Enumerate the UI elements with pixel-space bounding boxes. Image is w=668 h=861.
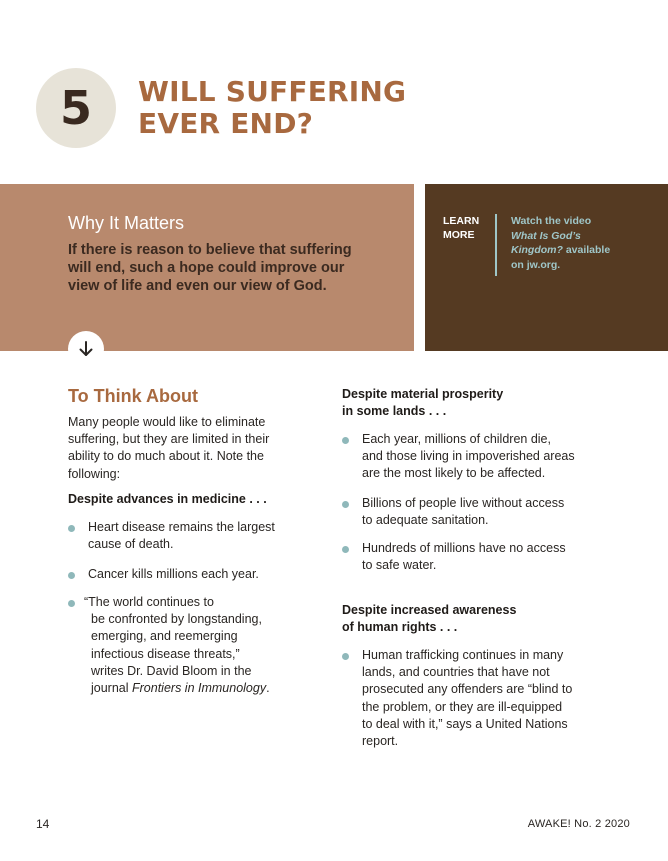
list-item-line: are the most likely to be affected. [362, 466, 546, 481]
arrow-down-icon [79, 341, 93, 357]
list-item-line: lands, and countries that have not [362, 665, 550, 680]
list-item-line: prosecuted any offenders are “blind to [362, 682, 573, 697]
medicine-subheading: Despite advances in medicine . . . [68, 492, 267, 506]
why-it-matters-heading: Why It Matters [68, 213, 185, 233]
intro-paragraph [68, 414, 269, 483]
learn-more-line [511, 243, 610, 258]
list-item-text [362, 431, 575, 483]
learn-more-divider [495, 214, 497, 276]
bullet-dot [68, 600, 75, 607]
prosperity-subheading [342, 386, 503, 420]
list-item-line: Cancer kills millions each year. [88, 567, 259, 581]
bullet-dot [68, 572, 75, 579]
bullet-dot [68, 525, 75, 532]
page-title [138, 76, 438, 140]
list-item-line: to safe water. [362, 558, 437, 573]
subheading-line: Despite material prosperity [342, 387, 504, 401]
list-item-line [91, 680, 270, 697]
bullet-dot [342, 437, 349, 444]
list-item-line: infectious disease threats,” [91, 646, 240, 661]
learn-more-suffix: available [562, 244, 611, 256]
arrow-down-badge [68, 331, 104, 367]
list-item-text [88, 519, 275, 553]
intro-line: ability to do much about it. Note the [68, 449, 264, 464]
intro-line: suffering, but they are limited in their [68, 432, 270, 447]
subheading-line: Despite increased awareness [342, 603, 517, 617]
learn-more-text [511, 214, 610, 272]
intro-line: Many people would like to eliminate [68, 415, 266, 429]
list-item-line: report. [362, 734, 399, 749]
list-item-line: emerging, and reemerging [91, 629, 238, 644]
list-item-line: Heart disease remains the largest [88, 520, 275, 534]
video-title-line: What Is God’s [511, 229, 581, 242]
learn-more-label [443, 214, 479, 242]
to-think-about-heading: To Think About [68, 386, 198, 406]
list-item-line: Human trafficking continues in many [362, 648, 564, 662]
list-item-text [88, 566, 259, 583]
list-item-line: cause of death. [88, 537, 174, 552]
page-number: 14 [36, 817, 50, 831]
video-title-line: Kingdom? [511, 244, 563, 256]
bullet-dot [342, 653, 349, 660]
list-item-line: and those living in impoverished areas [362, 449, 575, 464]
list-item-line: Billions of people live without access [362, 496, 565, 510]
list-item-text [362, 647, 572, 750]
bullet-dot [342, 501, 349, 508]
bullet-dot [342, 546, 349, 553]
learn-more-line: Watch the video [511, 215, 592, 227]
intro-line: following: [68, 466, 121, 481]
sentence-end: . [266, 681, 270, 696]
list-item-line: to adequate sanitation. [362, 513, 489, 528]
learn-more-link[interactable]: on jw.org. [511, 258, 561, 271]
why-it-matters-text [68, 241, 368, 295]
page-title-line-2: EVER END? [138, 107, 314, 140]
subheading-line: in some lands . . . [342, 404, 447, 419]
list-item-line: “The world continues to [84, 595, 214, 609]
list-item-text [362, 540, 566, 574]
list-item-text [84, 594, 270, 697]
list-item-text [362, 495, 564, 529]
journal-prefix: journal [91, 681, 132, 696]
journal-title: Frontiers in Immunology [132, 681, 267, 696]
list-item-line: to deal with it,” says a United Nations [362, 716, 568, 731]
why-it-matters-line: will end, such a hope could improve our [68, 260, 345, 276]
why-it-matters-line: If there is reason to believe that suffering [68, 242, 352, 258]
why-it-matters-line: view of life and even our view of God. [68, 278, 327, 294]
list-item-line: writes Dr. David Bloom in the [91, 663, 252, 678]
magazine-issue: AWAKE! No. 2 2020 [527, 818, 630, 830]
learn-more-label-line: MORE [443, 229, 475, 241]
human-rights-subheading [342, 602, 516, 636]
list-item-line: the problem, or they are ill-equipped [362, 699, 563, 714]
page-title-line-1: WILL SUFFERING [138, 75, 407, 108]
article-number: 5 [59, 81, 92, 135]
list-item-line: Each year, millions of children die, [362, 432, 551, 446]
list-item-line: Hundreds of millions have no access [362, 541, 566, 555]
learn-more-label-line: LEARN [443, 215, 480, 227]
subheading-line: of human rights . . . [342, 620, 458, 635]
article-number-badge [36, 68, 116, 148]
list-item-line: be confronted by longstanding, [91, 612, 262, 627]
